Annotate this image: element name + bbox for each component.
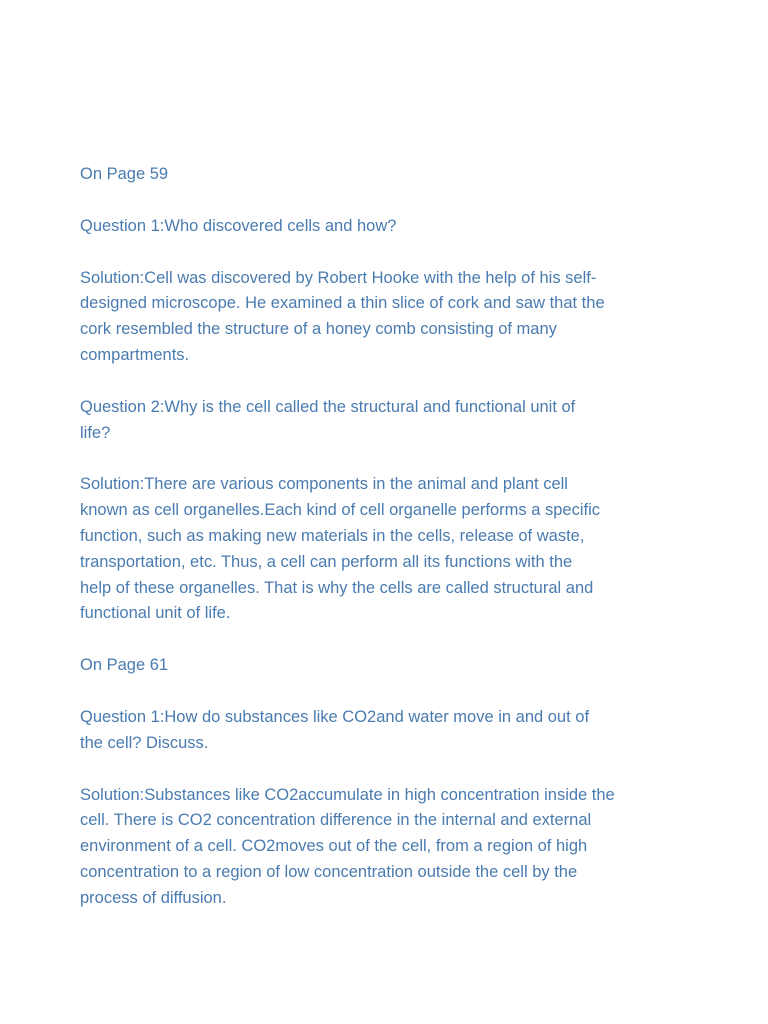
text-line: concentration to a region of low concentration outside the cell by the xyxy=(80,862,578,881)
paragraph-gap xyxy=(80,240,720,266)
text-line: designed microscope. He examined a thin slice of cork and saw that the xyxy=(80,294,605,313)
paragraph-gap xyxy=(80,446,720,472)
text-line: environment of a cell. CO2moves out of the cell, from a region of high xyxy=(80,837,588,856)
solution-1-page-61 xyxy=(80,783,720,912)
page-heading-61 xyxy=(80,653,720,679)
paragraph-gap xyxy=(80,188,720,214)
text-line: function, such as making new materials in the cells, release of waste, xyxy=(80,526,585,545)
text-line: compartments. xyxy=(80,345,190,364)
text-line: the cell? Discuss. xyxy=(80,733,209,752)
text-line: transportation, etc. Thus, a cell can perform all its functions with the xyxy=(80,552,573,571)
text-line: Question 2:Why is the cell called the structural and functional unit of xyxy=(80,397,576,416)
question-2-page-59 xyxy=(80,395,720,447)
page-heading-59 xyxy=(80,162,720,188)
text-line: Question 1:How do substances like CO2and water move in and out of xyxy=(80,707,590,726)
text-line: Question 1:Who discovered cells and how? xyxy=(80,216,397,235)
paragraph-gap xyxy=(80,369,720,395)
paragraph-gap xyxy=(80,757,720,783)
text-line: life? xyxy=(80,423,111,442)
text-line: functional unit of life. xyxy=(80,604,231,623)
text-line: cell. There is CO2 concentration difference in the internal and external xyxy=(80,811,592,830)
text-line: On Page 59 xyxy=(80,165,169,183)
text-line: process of diffusion. xyxy=(80,888,227,907)
question-1-page-59 xyxy=(80,214,720,240)
paragraph-gap xyxy=(80,679,720,705)
text-line: help of these organelles. That is why the cells are called structural and xyxy=(80,578,594,597)
text-line: cork resembled the structure of a honey comb consisting of many xyxy=(80,320,557,339)
text-line: Solution:Substances like CO2accumulate in high concentration inside the xyxy=(80,785,615,804)
text-line: known as cell organelles.Each kind of cell organelle performs a specific xyxy=(80,501,601,520)
text-line: Solution:There are various components in the animal and plant cell xyxy=(80,475,568,494)
document-page xyxy=(80,162,720,912)
solution-2-page-59 xyxy=(80,472,720,627)
text-line: On Page 61 xyxy=(80,656,169,675)
solution-1-page-59 xyxy=(80,266,720,369)
question-1-page-61 xyxy=(80,705,720,757)
text-line: Solution:Cell was discovered by Robert Hooke with the help of his self- xyxy=(80,268,597,287)
paragraph-gap xyxy=(80,627,720,653)
